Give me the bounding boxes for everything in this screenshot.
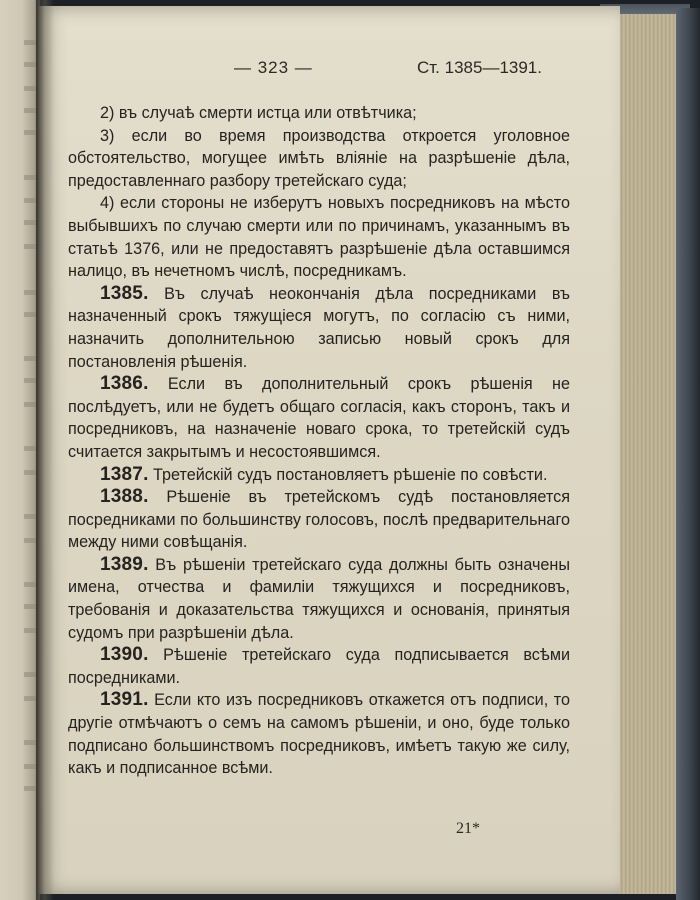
running-head: Ст. 1385—1391. — [417, 58, 542, 77]
left-page-text-fragment — [24, 62, 36, 67]
signature-mark: 21* — [456, 820, 480, 837]
left-page-text-fragment — [24, 446, 36, 451]
article-number: 1389. — [100, 553, 149, 575]
left-page-text-fragment — [24, 604, 36, 609]
article-number: 1385. — [100, 282, 149, 304]
left-page-text-fragment — [24, 40, 36, 45]
page-header — [38, 58, 620, 84]
left-page-text-fragment — [24, 402, 36, 407]
book-page — [38, 6, 620, 894]
paragraph: 2) въ случаѣ смерти истца или отвѣтчика; — [100, 104, 417, 122]
left-page-text-fragment — [24, 740, 36, 745]
article-text: Третейскій судъ постановляетъ рѣшеніе по совѣсти. — [153, 465, 548, 484]
article-number: 1391. — [100, 689, 149, 711]
left-page-text-fragment — [24, 582, 36, 587]
left-page-text-fragment — [24, 514, 36, 519]
article-text: Если кто изъ посредниковъ откажется отъ подписи, то другіе отмѣчаютъ о семъ на самомъ рѣшеніи, и оно, буде только подписано большинствомъ посредниковъ, имѣетъ такую же силу, какъ и подписанное всѣми. — [68, 691, 571, 778]
paragraph: 4) если стороны не изберутъ новыхъ посредниковъ на мѣсто выбывшихъ по случаю смерти или по причинамъ, указаннымъ въ статьѣ 1376, или не предоставятъ разрѣшеніе дѣла оставшимся налицо, въ нечетномъ числѣ, посредникамъ. — [68, 194, 570, 281]
article-1390 — [68, 644, 570, 689]
article-number: 1386. — [100, 373, 149, 395]
article-number: 1387. — [100, 463, 149, 485]
left-page-text-fragment — [24, 290, 36, 295]
article-text: Въ рѣшеніи третейскаго суда должны быть означены имена, отчества и фамиліи тяжущихся и посредниковъ, требованія и доказательства тяжущихся и основанія, принятыя судомъ при разрѣшеніи дѣла. — [68, 555, 571, 642]
left-page-text-fragment — [24, 696, 36, 701]
page-block-edge — [616, 14, 680, 894]
article-1391 — [68, 689, 570, 779]
left-page-text-fragment — [24, 764, 36, 769]
left-page-text-fragment — [24, 356, 36, 361]
left-page-text-fragment — [24, 538, 36, 543]
left-page-text-fragment — [24, 175, 36, 180]
left-page-text-fragment — [24, 628, 36, 633]
left-page-text-fragment — [24, 378, 36, 383]
article-text: Рѣшеніе въ третейскомъ судѣ постановляется посредниками по большинству голосовъ, послѣ предварительнаго между ними совѣщанія. — [68, 488, 570, 552]
left-page-text-fragment — [24, 312, 36, 317]
left-page-text-fragment — [24, 672, 36, 677]
article-1388 — [68, 486, 570, 554]
gutter-shadow — [36, 0, 54, 900]
book-cover-edge — [676, 8, 700, 900]
left-page-text-fragment — [24, 86, 36, 91]
article-text: Если въ дополнительный срокъ рѣшенія не послѣдуетъ, или не будетъ общаго согласія, какъ сторонъ, такъ и посредниковъ, на назначеніе новаго срока, то третейскій судъ считается закрытымъ и несостоявшимся. — [68, 375, 570, 461]
article-1386 — [68, 373, 570, 463]
article-text: Рѣшеніе третейскаго суда подписывается всѣми посредниками. — [68, 646, 570, 687]
page-body — [68, 102, 570, 780]
page-number: — 323 — — [234, 58, 313, 77]
left-page-text-fragment — [24, 470, 36, 475]
article-1385 — [68, 283, 570, 373]
article-number: 1390. — [100, 644, 149, 666]
article-text: Въ случаѣ неокончанія дѣла посредниками въ назначенный срокъ тяжущіеся могутъ, по согласію съ ними, назначить дополнительною записью новый срокъ для постановленія рѣшенія. — [68, 284, 571, 371]
article-1389 — [68, 554, 570, 644]
article-1387 — [68, 464, 570, 487]
left-page-text-fragment — [24, 198, 36, 203]
left-page-text-fragment — [24, 130, 36, 135]
left-page-text-fragment — [24, 786, 36, 791]
left-page-text-fragment — [24, 244, 36, 249]
left-page-text-fragment — [24, 220, 36, 225]
left-facing-page — [0, 0, 40, 900]
left-page-text-fragment — [24, 108, 36, 113]
article-number: 1388. — [100, 486, 149, 508]
paragraph: 3) если во время производства откроется уголовное обстоятельство, могущее имѣть вліяніе на разрѣшеніе дѣла, предоставленнаго разбору третейскаго суда; — [68, 126, 570, 190]
